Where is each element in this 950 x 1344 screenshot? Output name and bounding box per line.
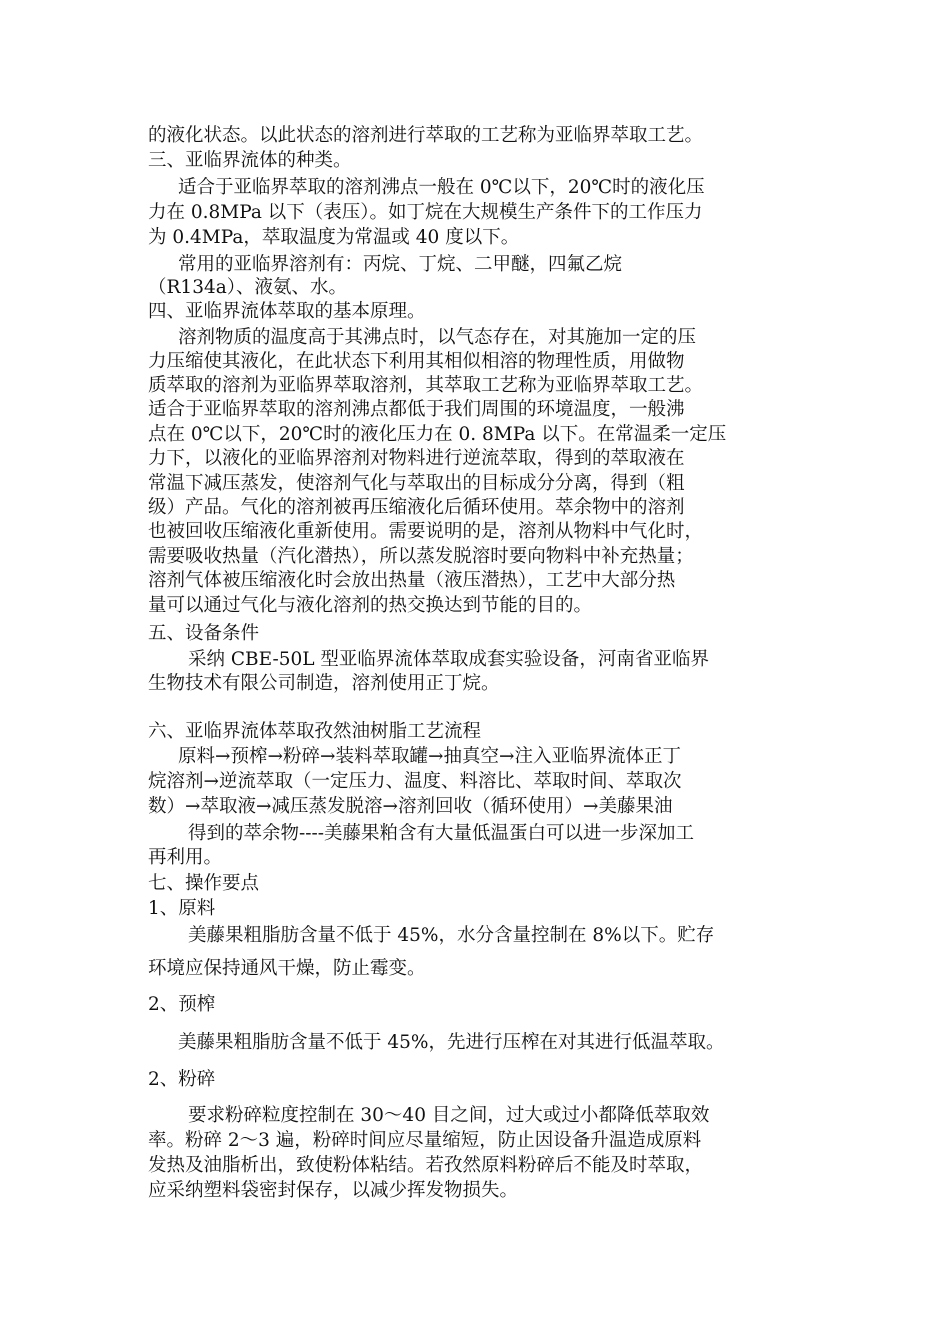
subsection-heading: 2、预榨 [148,994,216,1015]
text-line: 再利用。 [148,847,223,868]
text-line: 应采纳塑料袋密封保存，以减少挥发物损失。 [148,1180,519,1201]
section-heading: 四、亚临界流体萃取的基本原理。 [148,301,426,322]
text-line: 力压缩使其液化，在此状态下利用其相似相溶的物理性质，用做物 [148,351,685,372]
subsection-heading: 2、粉碎 [148,1069,216,1090]
section-heading: 三、亚临界流体的种类。 [148,150,352,171]
text-line: 量可以通过气化与液化溶剂的热交换达到节能的目的。 [148,595,593,616]
text-line: 采纳 CBE-50L 型亚临界流体萃取成套实验设备，河南省亚临界 [188,649,709,670]
text-line: 烷溶剂→逆流萃取（一定压力、温度、料溶比、萃取时间、萃取次 [148,771,682,792]
section-heading: 五、设备条件 [148,623,260,644]
subsection-heading: 1、原料 [148,898,216,919]
text-line: 力在 0.8MPa 以下（表压）。如丁烷在大规模生产条件下的工作压力 [148,202,703,223]
text-line: 点在 0℃以下，20℃时的液化压力在 0. 8MPa 以下。在常温柔一定压 [148,424,727,445]
text-line: 常温下减压蒸发，使溶剂气化与萃取出的目标成分分离，得到（粗 [148,473,685,494]
text-line: 环境应保持通风干燥，防止霉变。 [148,958,426,979]
text-line: 质萃取的溶剂为亚临界萃取溶剂，其萃取工艺称为亚临界萃取工艺。 [148,375,704,396]
text-line: 适合于亚临界萃取的溶剂沸点一般在 0℃以下，20℃时的液化压 [178,177,705,198]
text-line: 级）产品。气化的溶剂被再压缩液化后循环使用。萃余物中的溶剂 [148,497,685,518]
text-line: 率。粉碎 2～3 遍，粉碎时间应尽量缩短，防止因设备升温造成原料 [148,1130,702,1151]
text-line: 要求粉碎粒度控制在 30～40 目之间，过大或过小都降低萃取效 [188,1105,710,1126]
text-line: （R134a）、液氨、水。 [148,277,348,298]
text-line: 的液化状态。以此状态的溶剂进行萃取的工艺称为亚临界萃取工艺。 [148,125,704,146]
text-line: 溶剂气体被压缩液化时会放出热量（液压潜热），工艺中大部分热 [148,570,676,591]
text-line: 原料→预榨→粉碎→装料萃取罐→抽真空→注入亚临界流体正丁 [178,746,682,767]
text-line: 力下，以液化的亚临界溶剂对物料进行逆流萃取，得到的萃取液在 [148,448,685,469]
text-line: 溶剂物质的温度高于其沸点时，以气态存在，对其施加一定的压 [178,327,697,348]
text-line: 适合于亚临界萃取的溶剂沸点都低于我们周围的环境温度，一般沸 [148,399,685,420]
text-line: 为 0.4MPa，萃取温度为常温或 40 度以下。 [148,227,520,248]
section-heading: 六、亚临界流体萃取孜然油树脂工艺流程 [148,721,482,742]
text-line: 需要吸收热量（汽化潜热），所以蒸发脱溶时要向物料中补充热量； [148,546,694,567]
text-line: 发热及油脂析出，致使粉体粘结。若孜然原料粉碎后不能及时萃取， [148,1155,704,1176]
text-line: 数）→萃取液→减压蒸发脱溶→溶剂回收（循环使用）→美藤果油 [148,796,673,817]
text-line: 生物技术有限公司制造，溶剂使用正丁烷。 [148,673,500,694]
section-heading: 七、操作要点 [148,873,260,894]
text-line: 美藤果粗脂肪含量不低于 45%，先进行压榨在对其进行低温萃取。 [178,1032,725,1053]
text-line: 常用的亚临界溶剂有：丙烷、丁烷、二甲醚，四氟乙烷 [178,254,623,275]
text-line: 也被回收压缩液化重新使用。需要说明的是，溶剂从物料中气化时， [148,521,704,542]
text-line: 美藤果粗脂肪含量不低于 45%，水分含量控制在 8%以下。贮存 [188,925,715,946]
text-line: 得到的萃余物----美藤果粕含有大量低温蛋白可以进一步深加工 [188,823,695,844]
